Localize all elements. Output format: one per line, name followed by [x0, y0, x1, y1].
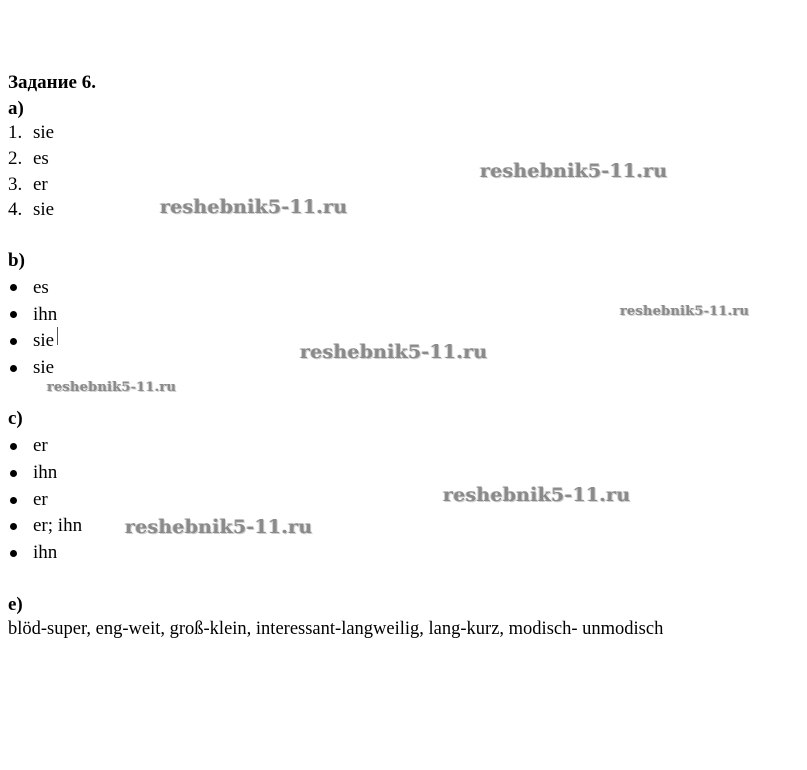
- bullet-icon: [10, 284, 17, 291]
- bullet-icon: [10, 550, 17, 557]
- watermark: reshebnik5-11.ru: [443, 484, 631, 506]
- text-cursor: [57, 327, 58, 345]
- watermark: reshebnik5-11.ru: [620, 304, 750, 319]
- list-item: er: [33, 489, 48, 510]
- list-item-number: 3.: [8, 174, 23, 195]
- bullet-icon: [10, 497, 17, 504]
- list-item: ihn: [33, 462, 58, 483]
- bullet-icon: [10, 311, 17, 318]
- section-b-label: b): [8, 250, 25, 271]
- list-item-number: 2.: [8, 148, 23, 169]
- section-c-label: c): [8, 408, 23, 429]
- bullet-icon: [10, 443, 17, 450]
- list-item: es: [33, 148, 49, 169]
- list-item: sie: [33, 357, 55, 378]
- list-item: sie: [33, 330, 55, 351]
- watermark: reshebnik5-11.ru: [300, 341, 488, 363]
- bullet-icon: [10, 365, 17, 372]
- list-item: er: [33, 435, 48, 456]
- bullet-icon: [10, 470, 17, 477]
- list-item-number: 4.: [8, 199, 23, 220]
- antonym-pairs-text: blöd-super, eng-weit, groß-klein, interessant-langweilig, lang-kurz, modisch- unmodisch: [8, 619, 664, 639]
- list-item: sie: [33, 122, 55, 143]
- watermark: reshebnik5-11.ru: [125, 516, 313, 538]
- list-item-number: 1.: [8, 122, 23, 143]
- page-title: Задание 6.: [8, 72, 96, 93]
- section-a-label: a): [8, 98, 24, 119]
- watermark: reshebnik5-11.ru: [160, 196, 348, 218]
- list-item: ihn: [33, 542, 58, 563]
- list-item: er: [33, 174, 48, 195]
- list-item: er; ihn: [33, 515, 83, 536]
- bullet-icon: [10, 338, 17, 345]
- bullet-icon: [10, 523, 17, 530]
- list-item: ihn: [33, 304, 58, 325]
- watermark: reshebnik5-11.ru: [47, 380, 177, 395]
- list-item: es: [33, 277, 49, 298]
- section-e-label: e): [8, 594, 23, 615]
- list-item: sie: [33, 199, 55, 220]
- watermark: reshebnik5-11.ru: [480, 160, 668, 182]
